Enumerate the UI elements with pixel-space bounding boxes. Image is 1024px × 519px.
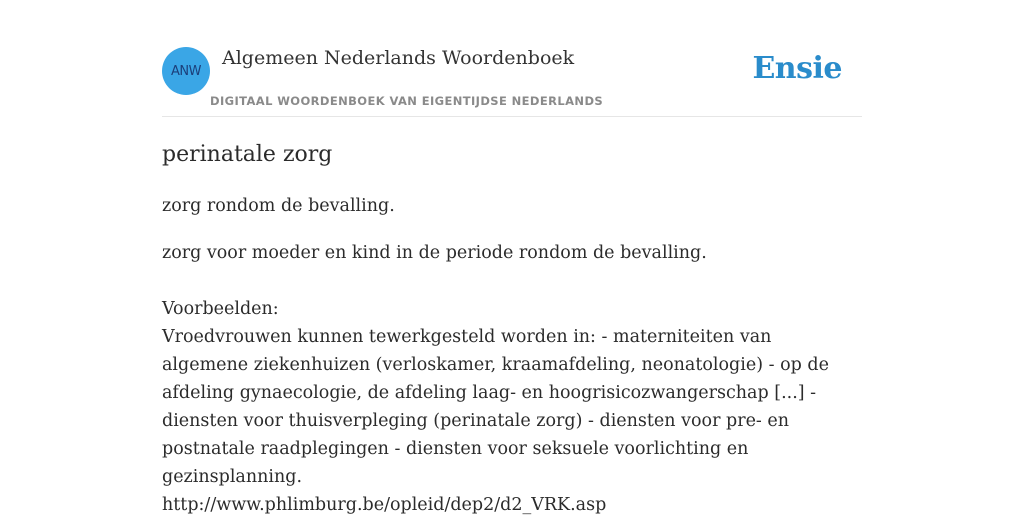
long-definition: zorg voor moeder en kind in de periode rondom de bevalling.: [162, 243, 707, 263]
site-header: [162, 0, 862, 117]
site-title[interactable]: Algemeen Nederlands Woordenboek: [222, 47, 575, 69]
short-definition: zorg rondom de bevalling.: [162, 196, 395, 216]
examples-block: [162, 323, 862, 519]
example-text: Vroedvrouwen kunnen tewerkgesteld worden in: - materniteiten van algemene ziekenhuizen (verloskamer, kraamafdeling, neonatologie) - op de afdeling gynaecologie, de afdeling laag- en hoogrisicozwangerschap [...] - diensten voor thuisverpleging (perinatale zorg) - diensten voor pre- en postnatale raadplegingen - diensten voor seksuele voorlichting en gezinsplanning.: [162, 327, 829, 487]
anw-logo[interactable]: [162, 47, 210, 95]
site-subtitle: DIGITAAL WOORDENBOEK VAN EIGENTIJDSE NEDERLANDS: [210, 94, 604, 108]
logo-text: ANW: [171, 63, 201, 79]
example-source-url: http://www.phlimburg.be/opleid/dep2/d2_VRK.asp: [162, 495, 607, 515]
page: [162, 0, 862, 515]
entry-term: perinatale zorg: [162, 142, 333, 167]
examples-label: Voorbeelden:: [162, 299, 279, 319]
ensie-brand-link[interactable]: Ensie: [752, 51, 842, 86]
